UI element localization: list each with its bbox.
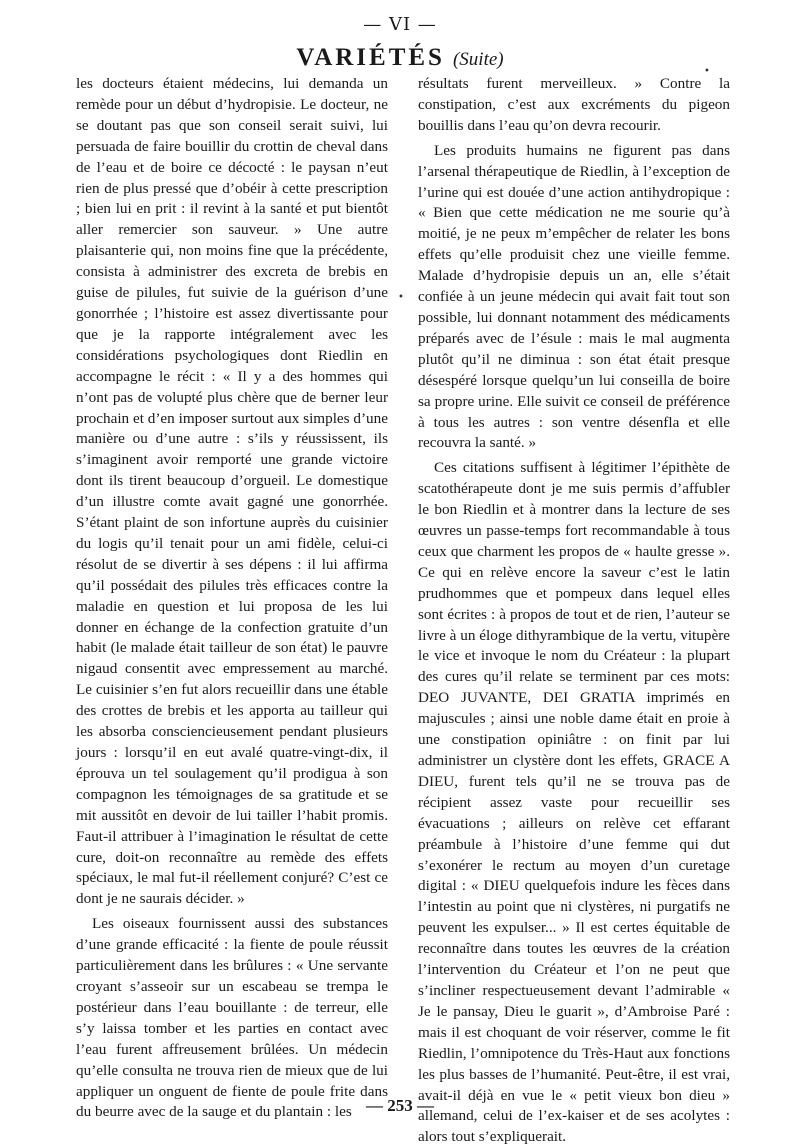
left-column	[76, 74, 388, 1123]
section-title: VARIÉTÉS	[296, 44, 445, 71]
right-paragraph-2: Les produits humains ne figurent pas dans l’arsenal thérapeutique de Riedlin, à l’exception de l’urine qui est douée d’une action antihydropique : « Bien que cette médication ne me sourie qu’à moitié, je ne peux m’empêcher de relater les bons effets qu’elle produisit chez une vieille femme. Malade d’hydropisie depuis un an, elle s’était confiée à un jeune médecin qui avait fait tout son possible, lui donnant notamment des médicaments préparés avec de l’ésule : mais le mal augmenta plutôt qu’il ne diminua : son état était presque désespéré lorsque quelqu’un lui conseilla de boire sa propre urine. Elle suivit ce conseil de préférence à tous les autres : son ventre désenfla et elle recouvra la santé. »	[418, 141, 730, 452]
section-subtitle: (Suite)	[452, 49, 504, 70]
page-number: — 253 —	[366, 1096, 434, 1115]
section-heading	[0, 44, 800, 72]
right-column	[418, 74, 730, 1148]
print-speck: •	[398, 292, 404, 303]
left-paragraph-2: Les oiseaux fournissent aussi des substances d’une grande efficacité : la fiente de poule réussit particulièrement dans les brûlures : « Une servante croyant s’asseoir sur un escabeau se trempa le postérieur dans l’eau bouillante : de terreur, elle s’y laissa tomber et les parties en contact avec l’eau furent affreusement brûlées. Un médecin qu’elle consulta ne trouva rien de mieux que de lui appliquer un onguent de fiente de poule frite dans du beurre avec de la sauge et du plantain : les	[76, 915, 388, 1121]
right-paragraph-1: résultats furent merveilleux. » Contre la constipation, c’est aux excréments du pigeon bouillis dans l’eau qu’on devra recourir.	[418, 75, 730, 134]
print-speck: •	[704, 66, 710, 77]
roman-folio: — VI —	[363, 14, 437, 35]
right-paragraph-3: Ces citations suffisent à légitimer l’épithète de scatothérapeute dont je me suis permis d’affubler le bon Riedlin et à montrer dans la lecture de ses œuvres un passe-temps fort recommandable à tous ceux que charment les propos de « haulte gresse ». Ce qui en relève encore la saveur c’est le latin prudhommes que et pompeux dans lequel elles sont écrites : à propos de tout et de rien, l’auteur se livre à un éloge dithyrambique de la vertu, vitupère le vice et invoque le nom du Créateur : la plupart des cures qu’il relate se terminent par ces mots: DEO JUVANTE, DEI GRATIA imprimés en majuscules ; ainsi une noble dame était en proie à une constipation opiniâtre : on finit par lui administrer un clystère dont les effets, GRACE A DIEU, furent tels qu’il ne se trouva pas de récipient assez vaste pour recueillir ses évacuations ; ailleurs on relève cet effarant préambule à l’histoire d’une femme qui dut s’exonérer le rectum au moyen d’un curetage digital : « DIEU quelquefois indure les fèces dans l’intestin au point que ni clystères, ni purgatifs ne peuvent les expulser... » Il est certes équitable de reconnaître dans toutes les œuvres de la création l’intervention du Créateur et l’on ne peut que s’incliner respectueusement devant l’admirable « Je le pansay, Dieu le guarit », d’Ambroise Paré : mais il est choquant de voir réserver, comme le fit Riedlin, l’omnipotence du Très-Haut aux fonctions les plus basses de l’humanité. Peut-être, il est vrai, avait-il déjà en vue le « petit vieux bon dieu » allemand, celui de l’ex-kaiser et de ses acolytes : alors tout s’expliquerait.	[418, 459, 730, 1146]
left-paragraph-1: les docteurs étaient médecins, lui demanda un remède pour un début d’hydropisie. Le docteur, ne se doutant pas que son conseil serait suivi, lui persuada de faire bouillir du crottin de cheval dans de l’eau et de boire ce décocté : le paysan n’eut rien de plus pressé que d’obéir à cette prescription ; bien lui en prit : il revint à la santé et put bientôt aller remercier son sauveur. » Une autre plaisanterie qui, non moins fine que la précédente, consista à administrer des excreta de brebis en guise de pilules, fut suivie de la guérison d’une gonorrhée ; l’histoire est assez divertissante pour que je la rapporte intégralement avec les considérations psychologiques dont Riedlin en accompagne le récit : « Il y a des hommes qui n’ont pas de volupté plus chère que de berner leur prochain et d’en imposer surtout aux simples d’une manière ou d’une autre : s’ils y réussissent, ils s’imaginent avoir remporté une grande victoire dont ils tirent beaucoup d’orgueil. Le domestique d’un illustre comte avait gagné une gonorrhée. S’étant plaint de son infortune auprès du cuisinier du logis qu’il tenait pour un ami fidèle, celui-ci résolut de se divertir à ses dépens : il lui affirma qu’il possédait des pilules très efficaces contre la maladie en question et lui proposa de les lui donner en échange de la confection gratuite d’un habit (le malade était tailleur de son état) le pauvre nigaud consentit avec empressement au marché. Le cuisinier s’en fut alors recueillir dans une étable des crottes de brebis et les apporta au tailleur qui les absorba consciencieusement pendant plusieurs jours : lorsqu’il en eut avalé quatre-vingt-dix, il éprouva un tel soulagement qu’il prodigua à son compagnon les témoignages de sa gratitude et se mit aussitôt en devoir de lui tailler l’habit promis. Faut-il attribuer à l’imagination le résultat de cette cure, doit-on reconnaître au remède des effets spéciaux, le mal fut-il réellement conjuré? C’est ce dont je ne saurais décider. »	[76, 75, 388, 908]
